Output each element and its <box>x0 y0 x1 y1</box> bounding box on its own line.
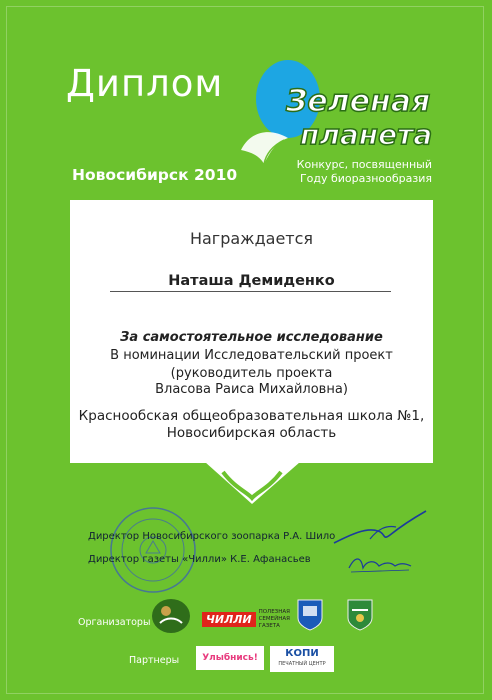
chili-caption-line1: ПОЛЕЗНАЯ <box>258 608 290 615</box>
name-underline <box>110 291 391 292</box>
nomination: В номинации Исследовательский проект <box>110 348 393 363</box>
organizers-label: Организаторы <box>78 617 151 628</box>
awarded-heading: Награждается <box>189 229 314 248</box>
chili-logo-text: ЧИЛЛИ <box>202 612 256 627</box>
smile-partner-logo <box>196 646 264 670</box>
school-line2: Новосибирская область <box>166 425 337 441</box>
chili-caption-line2: СЕМЕЙНАЯ <box>258 615 290 622</box>
leaf-icon <box>236 120 296 170</box>
handwritten-signature-newspaper <box>345 550 415 578</box>
panel-decoration-icon <box>205 462 300 507</box>
kopi-partner-logo <box>270 646 334 672</box>
diploma-title: Диплом <box>66 62 224 105</box>
recipient-name: Наташа Демиденко <box>168 273 335 289</box>
city-coat-of-arms-icon <box>296 598 324 632</box>
official-stamp-icon <box>108 505 198 595</box>
supervisor-line2: Власова Раиса Михайловна) <box>155 382 348 397</box>
supervisor-line1: (руководитель проекта <box>170 366 333 381</box>
handwritten-signature-zoo <box>330 505 430 550</box>
chili-newspaper-logo <box>202 608 290 630</box>
chili-caption <box>259 609 290 630</box>
kopi-caption: ПЕЧАТНЫЙ ЦЕНТР <box>278 661 326 667</box>
award-reason: За самостоятельное исследование <box>120 330 383 345</box>
subtitle-line1: Конкурс, посвященный <box>296 158 432 171</box>
subtitle-line2: Году биоразнообразия <box>299 172 432 185</box>
smile-logo-text: Улыбнись! <box>202 653 258 663</box>
partners-label: Партнеры <box>129 655 180 666</box>
region-coat-of-arms-icon <box>344 596 376 632</box>
city-year: Новосибирск 2010 <box>72 166 238 184</box>
logo-text-green: Зеленая <box>286 84 431 119</box>
chili-caption-line3: ГАЗЕТА <box>258 622 280 629</box>
logo-text-planet: планета <box>300 118 433 151</box>
kopi-logo-text: КОПИ <box>285 648 319 659</box>
contest-subtitle <box>297 158 432 186</box>
zoo-director-signature-line: Директор Новосибирского зоопарка Р.А. Шило <box>88 531 336 542</box>
newspaper-director-signature-line: Директор газеты «Чилли» К.Е. Афанасьев <box>88 554 311 565</box>
school-line1: Краснообская общеобразовательная школа №1, <box>78 408 425 424</box>
zoo-logo-icon <box>150 597 192 635</box>
